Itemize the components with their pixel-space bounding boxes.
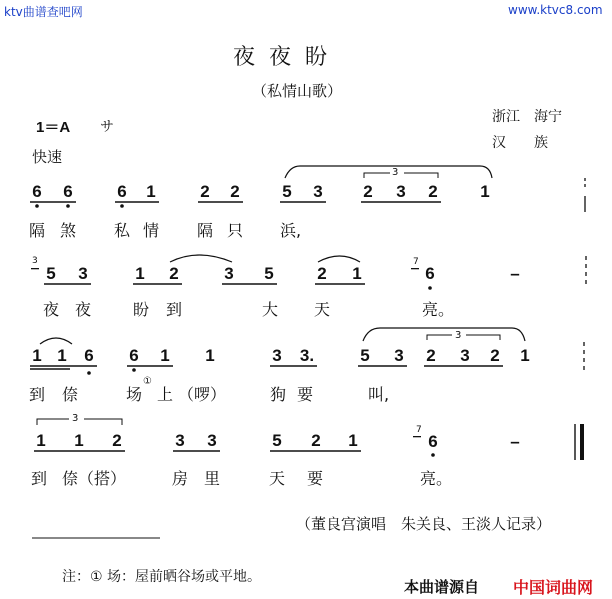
note: 6 — [117, 182, 127, 201]
note: 3. — [299, 346, 315, 365]
triplet-label: 3 — [455, 330, 462, 341]
lyric: （啰） — [178, 385, 227, 404]
lyric: 大 — [262, 300, 279, 319]
note: 3 — [313, 182, 323, 201]
note: 2 — [363, 182, 373, 201]
note: 1 — [135, 264, 145, 283]
note: 2 — [490, 346, 500, 365]
note: 1 — [36, 431, 46, 450]
time-signature: サ — [100, 119, 114, 135]
dash: – — [510, 432, 520, 451]
lyric: 到 — [166, 300, 183, 319]
song-subtitle: （私情山歌） — [252, 82, 343, 100]
note: 2 — [200, 182, 210, 201]
note: 3 — [224, 264, 234, 283]
lyric: 到 — [29, 385, 46, 404]
key-signature: 1＝A — [36, 119, 71, 136]
lyric: 场 — [126, 385, 143, 404]
origin-region: 浙江 海宁 — [492, 109, 562, 125]
note: 1 — [205, 346, 215, 365]
note: 6 — [425, 264, 435, 283]
lyric: 亮。 — [420, 469, 453, 488]
note: 2 — [311, 431, 321, 450]
lyric: 夜 — [43, 300, 60, 319]
lyric: 隔 — [197, 221, 214, 240]
triplet-brackets — [37, 173, 500, 425]
underlines — [30, 202, 503, 451]
note: 6 — [129, 346, 139, 365]
slurs — [40, 166, 525, 344]
lyric: 亮。 — [422, 300, 455, 319]
lyric: 天 — [269, 469, 286, 488]
note: 1 — [74, 431, 84, 450]
footnote-mark: ① — [143, 376, 152, 387]
tempo-marking: 快速 — [32, 148, 63, 166]
lyric: 天 — [314, 300, 331, 319]
note: 2 — [230, 182, 240, 201]
barlines — [575, 178, 586, 460]
note: 1 — [348, 431, 358, 450]
lyric: 房 — [172, 469, 189, 488]
source-prefix: 本曲谱源自 — [404, 578, 480, 596]
note: 5 — [272, 431, 282, 450]
lyric: 浜, — [280, 221, 302, 240]
origin-ethnicity: 汉 族 — [492, 135, 548, 151]
watermark-right: www.ktvc8.com — [508, 3, 603, 17]
lyric: 倷（搭） — [62, 469, 127, 488]
note: 2 — [169, 264, 179, 283]
note: 6 — [32, 182, 42, 201]
note: 1 — [520, 346, 530, 365]
note: 1 — [57, 346, 67, 365]
note: 2 — [317, 264, 327, 283]
note: 3 — [78, 264, 88, 283]
note: 3 — [396, 182, 406, 201]
lyric: 只 — [227, 221, 244, 240]
grace-note: 7 — [416, 425, 422, 435]
grace-dash-marks — [31, 268, 421, 437]
lyric: 要 — [297, 385, 314, 404]
note: 5 — [46, 264, 56, 283]
grace-note: 3 — [32, 256, 38, 266]
lyric: 里 — [204, 469, 221, 488]
note: 6 — [63, 182, 73, 201]
note: 5 — [282, 182, 292, 201]
note: 3 — [175, 431, 185, 450]
note: 1 — [480, 182, 490, 201]
lyric: 盼 — [133, 300, 150, 319]
note: 1 — [352, 264, 362, 283]
lyric: 叫, — [368, 385, 390, 404]
footnote: 注：① 场：屋前晒谷场或平地。 — [62, 569, 262, 585]
lyric: 上 — [157, 385, 174, 404]
lyric: 到 — [31, 469, 48, 488]
note: 2 — [112, 431, 122, 450]
lyric: 情 — [143, 221, 160, 240]
lyric: 夜 — [75, 300, 92, 319]
triplet-label: 3 — [72, 413, 79, 424]
note: 1 — [160, 346, 170, 365]
lyric: 要 — [307, 469, 324, 488]
triplet-label: 3 — [392, 167, 399, 178]
lyric: 隔 — [29, 221, 46, 240]
grace-note: 7 — [413, 257, 419, 267]
lyric: 狗 — [270, 385, 287, 404]
note: 1 — [32, 346, 42, 365]
note: 3 — [207, 431, 217, 450]
lyric: 倷 — [62, 385, 79, 404]
note: 6 — [84, 346, 94, 365]
note: 5 — [360, 346, 370, 365]
watermark-left: ktv曲谱查吧网 — [4, 5, 83, 19]
credit-line: （董良宫演唱 朱关良、王淡人记录） — [296, 515, 552, 533]
note: 3 — [394, 346, 404, 365]
note: 3 — [272, 346, 282, 365]
note: 2 — [426, 346, 436, 365]
lyric: 私 — [114, 221, 131, 240]
note: 3 — [460, 346, 470, 365]
note: 5 — [264, 264, 274, 283]
song-title: 夜夜盼 — [233, 45, 342, 70]
source-brand-link[interactable]: 中国词曲网 — [513, 578, 594, 597]
note: 6 — [428, 432, 438, 451]
note: 1 — [146, 182, 156, 201]
lyric: 煞 — [60, 221, 77, 240]
dash: – — [510, 264, 520, 283]
note: 2 — [428, 182, 438, 201]
